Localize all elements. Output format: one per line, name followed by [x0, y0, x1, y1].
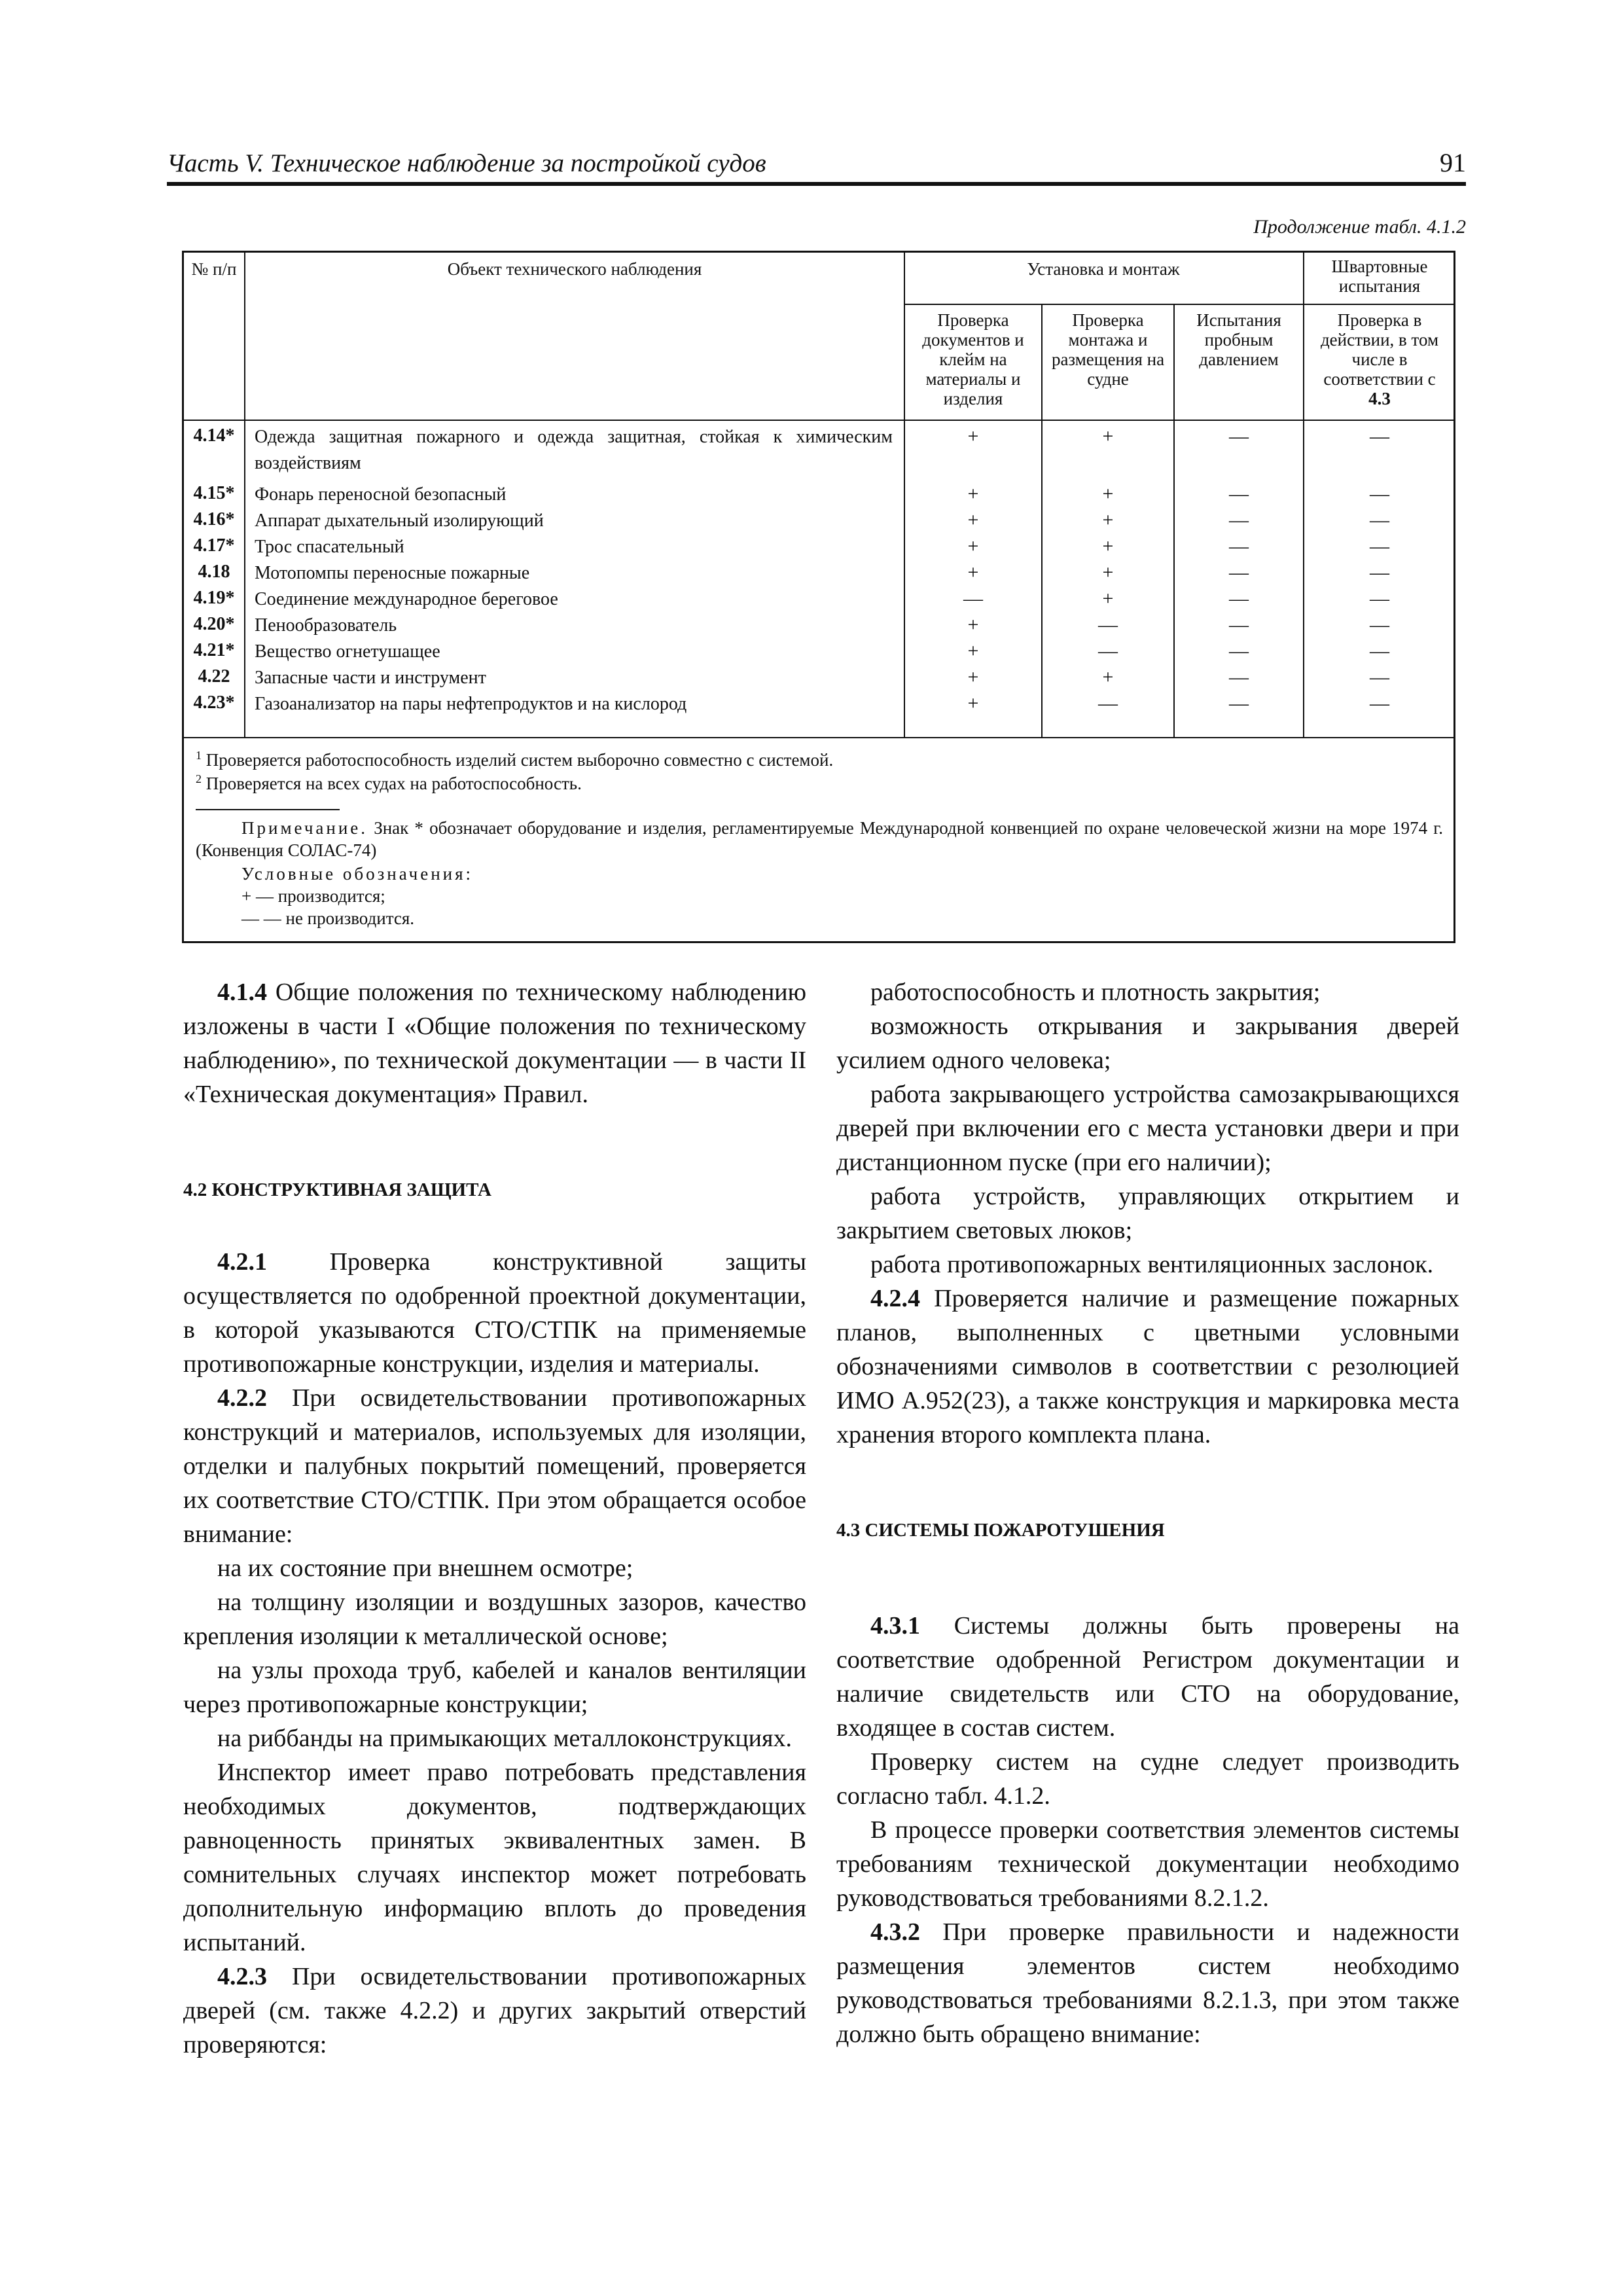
mark-performed: + — [1102, 483, 1114, 505]
group-header-mooring: Швартовные испытания — [1331, 257, 1428, 296]
sub-header-operation: Проверка в действии, в том числе в соответствии с 4.3 — [1320, 310, 1439, 408]
sub-header-docs: Проверка документов и клейм на материалы и изделия — [922, 310, 1024, 408]
mark-not-performed: — — [1370, 483, 1389, 505]
row-object-name: Газоанализатор на пары нефтепродуктов и на кислород — [255, 694, 687, 714]
paragraph-4-2-1: 4.2.1 Проверка конструктивной защиты осуществляется по одобренной проектной документации, в которой указываются СТО/СТПК на применяемые противопожарные конструкции, изделия и материалы. — [183, 1248, 806, 1378]
list-item: работа закрывающего устройства самозакрывающихся дверей при включении его с места установки двери и при дистанционном пуске (при его наличии); — [836, 1081, 1459, 1176]
mark-not-performed: — — [1229, 509, 1249, 531]
col-header-object: Объект технического наблюдения — [447, 259, 702, 279]
row-number: 4.22 — [198, 666, 230, 687]
mark-not-performed: — — [963, 588, 983, 609]
row-object-name: Аппарат дыхательный изолирующий — [255, 511, 544, 531]
row-number: 4.20* — [193, 614, 235, 634]
table-caption: Продолжение табл. 4.1.2 — [1253, 216, 1466, 238]
mark-not-performed: — — [1370, 692, 1389, 714]
list-item: работа противопожарных вентиляционных заслонок. — [870, 1251, 1434, 1278]
mark-performed: + — [967, 692, 979, 714]
mark-performed: + — [1102, 562, 1114, 583]
paragraph-4-1-4: 4.1.4 Общие положения по техническому наблюдению изложены в части I «Общие положения по техническому наблюдению», по технической документации — в части II «Техническая документация» Правил. — [183, 978, 807, 1108]
sub-header-mount: Проверка монтажа и размещения на судне — [1051, 310, 1165, 389]
sub-header-pressure: Испытания пробным давлением — [1196, 310, 1281, 369]
mark-not-performed: — — [1229, 692, 1249, 714]
list-item: работа устройств, управляющих открытием и закрытием световых люков; — [836, 1183, 1459, 1244]
running-header — [167, 143, 1466, 186]
mark-performed: + — [1102, 509, 1114, 531]
section-heading-4-2: 4.2 КОНСТРУКТИВНАЯ ЗАЩИТА — [183, 1179, 491, 1200]
mark-not-performed: — — [1370, 562, 1389, 583]
list-item: на их состояние при внешнем осмотре; — [217, 1554, 633, 1582]
mark-not-performed: — — [1229, 588, 1249, 609]
mark-performed: + — [967, 562, 979, 583]
row-number: 4.16* — [193, 509, 235, 529]
section-heading-4-3: 4.3 СИСТЕМЫ ПОЖАРОТУШЕНИЯ — [836, 1520, 1165, 1541]
row-object-name: Мотопомпы переносные пожарные — [255, 563, 530, 583]
paragraph-check: Проверку систем на судне следует производить согласно табл. 4.1.2. — [836, 1748, 1459, 1810]
note-text: Знак * обозначает оборудование и изделия, регламентируемые Международной конвенцией по охране человеческой жизни на море 1974 г. (Конвенция СОЛАС-74) — [196, 818, 1444, 860]
mark-performed: + — [967, 425, 979, 447]
list-item: на толщину изоляции и воздушных зазоров, качество крепления изоляции к металлической основе; — [183, 1588, 806, 1650]
mark-not-performed: — — [1098, 614, 1118, 636]
row-number: 4.15* — [193, 483, 235, 503]
row-object-name: Вещество огнетушащее — [255, 641, 440, 662]
mark-not-performed: — — [1229, 666, 1249, 688]
legend-minus: — — не производится. — [241, 908, 415, 928]
mark-performed: + — [967, 666, 979, 688]
mark-not-performed: — — [1370, 666, 1389, 688]
row-object-name: Соединение международное береговое — [255, 589, 558, 609]
row-object-name: Запасные части и инструмент — [255, 668, 486, 688]
list-item: на узлы прохода труб, кабелей и каналов вентиляции через противопожарные конструкции; — [183, 1657, 806, 1718]
mark-performed: + — [967, 614, 979, 636]
paragraph-process: В процессе проверки соответствия элементов системы требованиям технической документации необходимо руководствоваться требованиями 8.2.1.2. — [836, 1816, 1459, 1912]
mark-not-performed: — — [1370, 614, 1389, 636]
mark-not-performed: — — [1229, 614, 1249, 636]
list-item: на риббанды на примыкающих металлоконструкциях. — [217, 1725, 792, 1752]
mark-not-performed: — — [1229, 483, 1249, 505]
mark-performed: + — [1102, 535, 1114, 557]
inspection-table — [182, 251, 1455, 943]
mark-not-performed: — — [1370, 509, 1389, 531]
legend-title: Условные обозначения: — [241, 864, 474, 884]
footnote-2: $^2$ Проверяется на всех судах на работоспособность. — [196, 772, 582, 793]
mark-not-performed: — — [1229, 562, 1249, 583]
mark-not-performed: — — [1098, 692, 1118, 714]
row-number: 4.17* — [193, 535, 235, 556]
list-item: работоспособность и плотность закрытия; — [870, 978, 1321, 1006]
mark-not-performed: — — [1370, 425, 1389, 447]
footnote-1: $^1$ Проверяется работоспособность изделий систем выборочно совместно с системой. — [196, 749, 834, 770]
mark-not-performed: — — [1370, 640, 1389, 662]
row-object-name: Одежда защитная пожарного и одежда защитная, стойкая к химическим воздействиям — [255, 427, 893, 473]
header-title: Часть V. Техническое наблюдение за постройкой судов — [167, 149, 766, 177]
mark-not-performed: — — [1229, 640, 1249, 662]
mark-performed: + — [967, 509, 979, 531]
paragraph-4-3-2: 4.3.2 При проверке правильности и надежности размещения элементов систем необходимо руководствоваться требованиями 8.2.1.3, при этом также должно быть обращено внимание: — [836, 1918, 1460, 2048]
mark-not-performed: — — [1229, 425, 1249, 447]
row-object-name: Трос спасательный — [255, 537, 404, 557]
col-header-num: № п/п — [191, 259, 237, 279]
mark-performed: + — [967, 483, 979, 505]
left-column — [183, 975, 806, 2062]
row-object-name: Пенообразователь — [255, 615, 397, 636]
paragraph-4-2-3: 4.2.3 При освидетельствовании противопожарных дверей (см. также 4.2.2) и других закрытий отверстий проверяются: — [183, 1963, 806, 2058]
row-number: 4.14* — [193, 425, 235, 446]
page-number: 91 — [1440, 148, 1466, 177]
mark-performed: + — [1102, 666, 1114, 688]
mark-performed: + — [967, 640, 979, 662]
paragraph-4-2-4: 4.2.4 Проверяется наличие и размещение пожарных планов, выполненных с цветными условными обозначениями символов в соответствии с резолюцией ИМО А.952(23), а также конструкция и маркировка места хранения второго комплекта плана. — [836, 1285, 1459, 1448]
mark-not-performed: — — [1098, 640, 1118, 662]
row-object-name: Фонарь переносной безопасный — [255, 484, 507, 505]
mark-performed: + — [1102, 425, 1114, 447]
paragraph-4-3-1: 4.3.1 Системы должны быть проверены на соответствие одобренной Регистром документации и наличие свидетельств или СТО на оборудование, входящее в состав систем. — [836, 1612, 1459, 1742]
paragraph-inspector: Инспектор имеет право потребовать представления необходимых документов, подтверждающих равноценность принятых эквивалентных замен. В сомнительных случаях инспектор может потребовать дополнительную информацию вплоть до проведения испытаний. — [183, 1759, 806, 1956]
legend-plus: + — производится; — [241, 886, 385, 906]
right-column — [836, 975, 1459, 2051]
mark-not-performed: — — [1229, 535, 1249, 557]
row-number: 4.19* — [193, 588, 235, 608]
note-label: Примечание. — [241, 818, 368, 838]
table-note — [196, 817, 1443, 861]
row-number: 4.21* — [193, 640, 235, 660]
mark-not-performed: — — [1370, 535, 1389, 557]
group-header-install: Установка и монтаж — [1027, 259, 1180, 279]
paragraph-4-2-2: 4.2.2 При освидетельствовании противопожарных конструкций и материалов, используемых для изоляции, отделки и палубных покрытий помещений, проверяется их соответствие СТО/СТПК. При этом обращается особое внимание: — [183, 1384, 806, 1548]
mark-performed: + — [1102, 588, 1114, 609]
list-item: возможность открывания и закрывания дверей усилием одного человека; — [836, 1013, 1459, 1074]
row-number: 4.18 — [198, 562, 230, 582]
mark-performed: + — [967, 535, 979, 557]
row-number: 4.23* — [193, 692, 235, 713]
mark-not-performed: — — [1370, 588, 1389, 609]
